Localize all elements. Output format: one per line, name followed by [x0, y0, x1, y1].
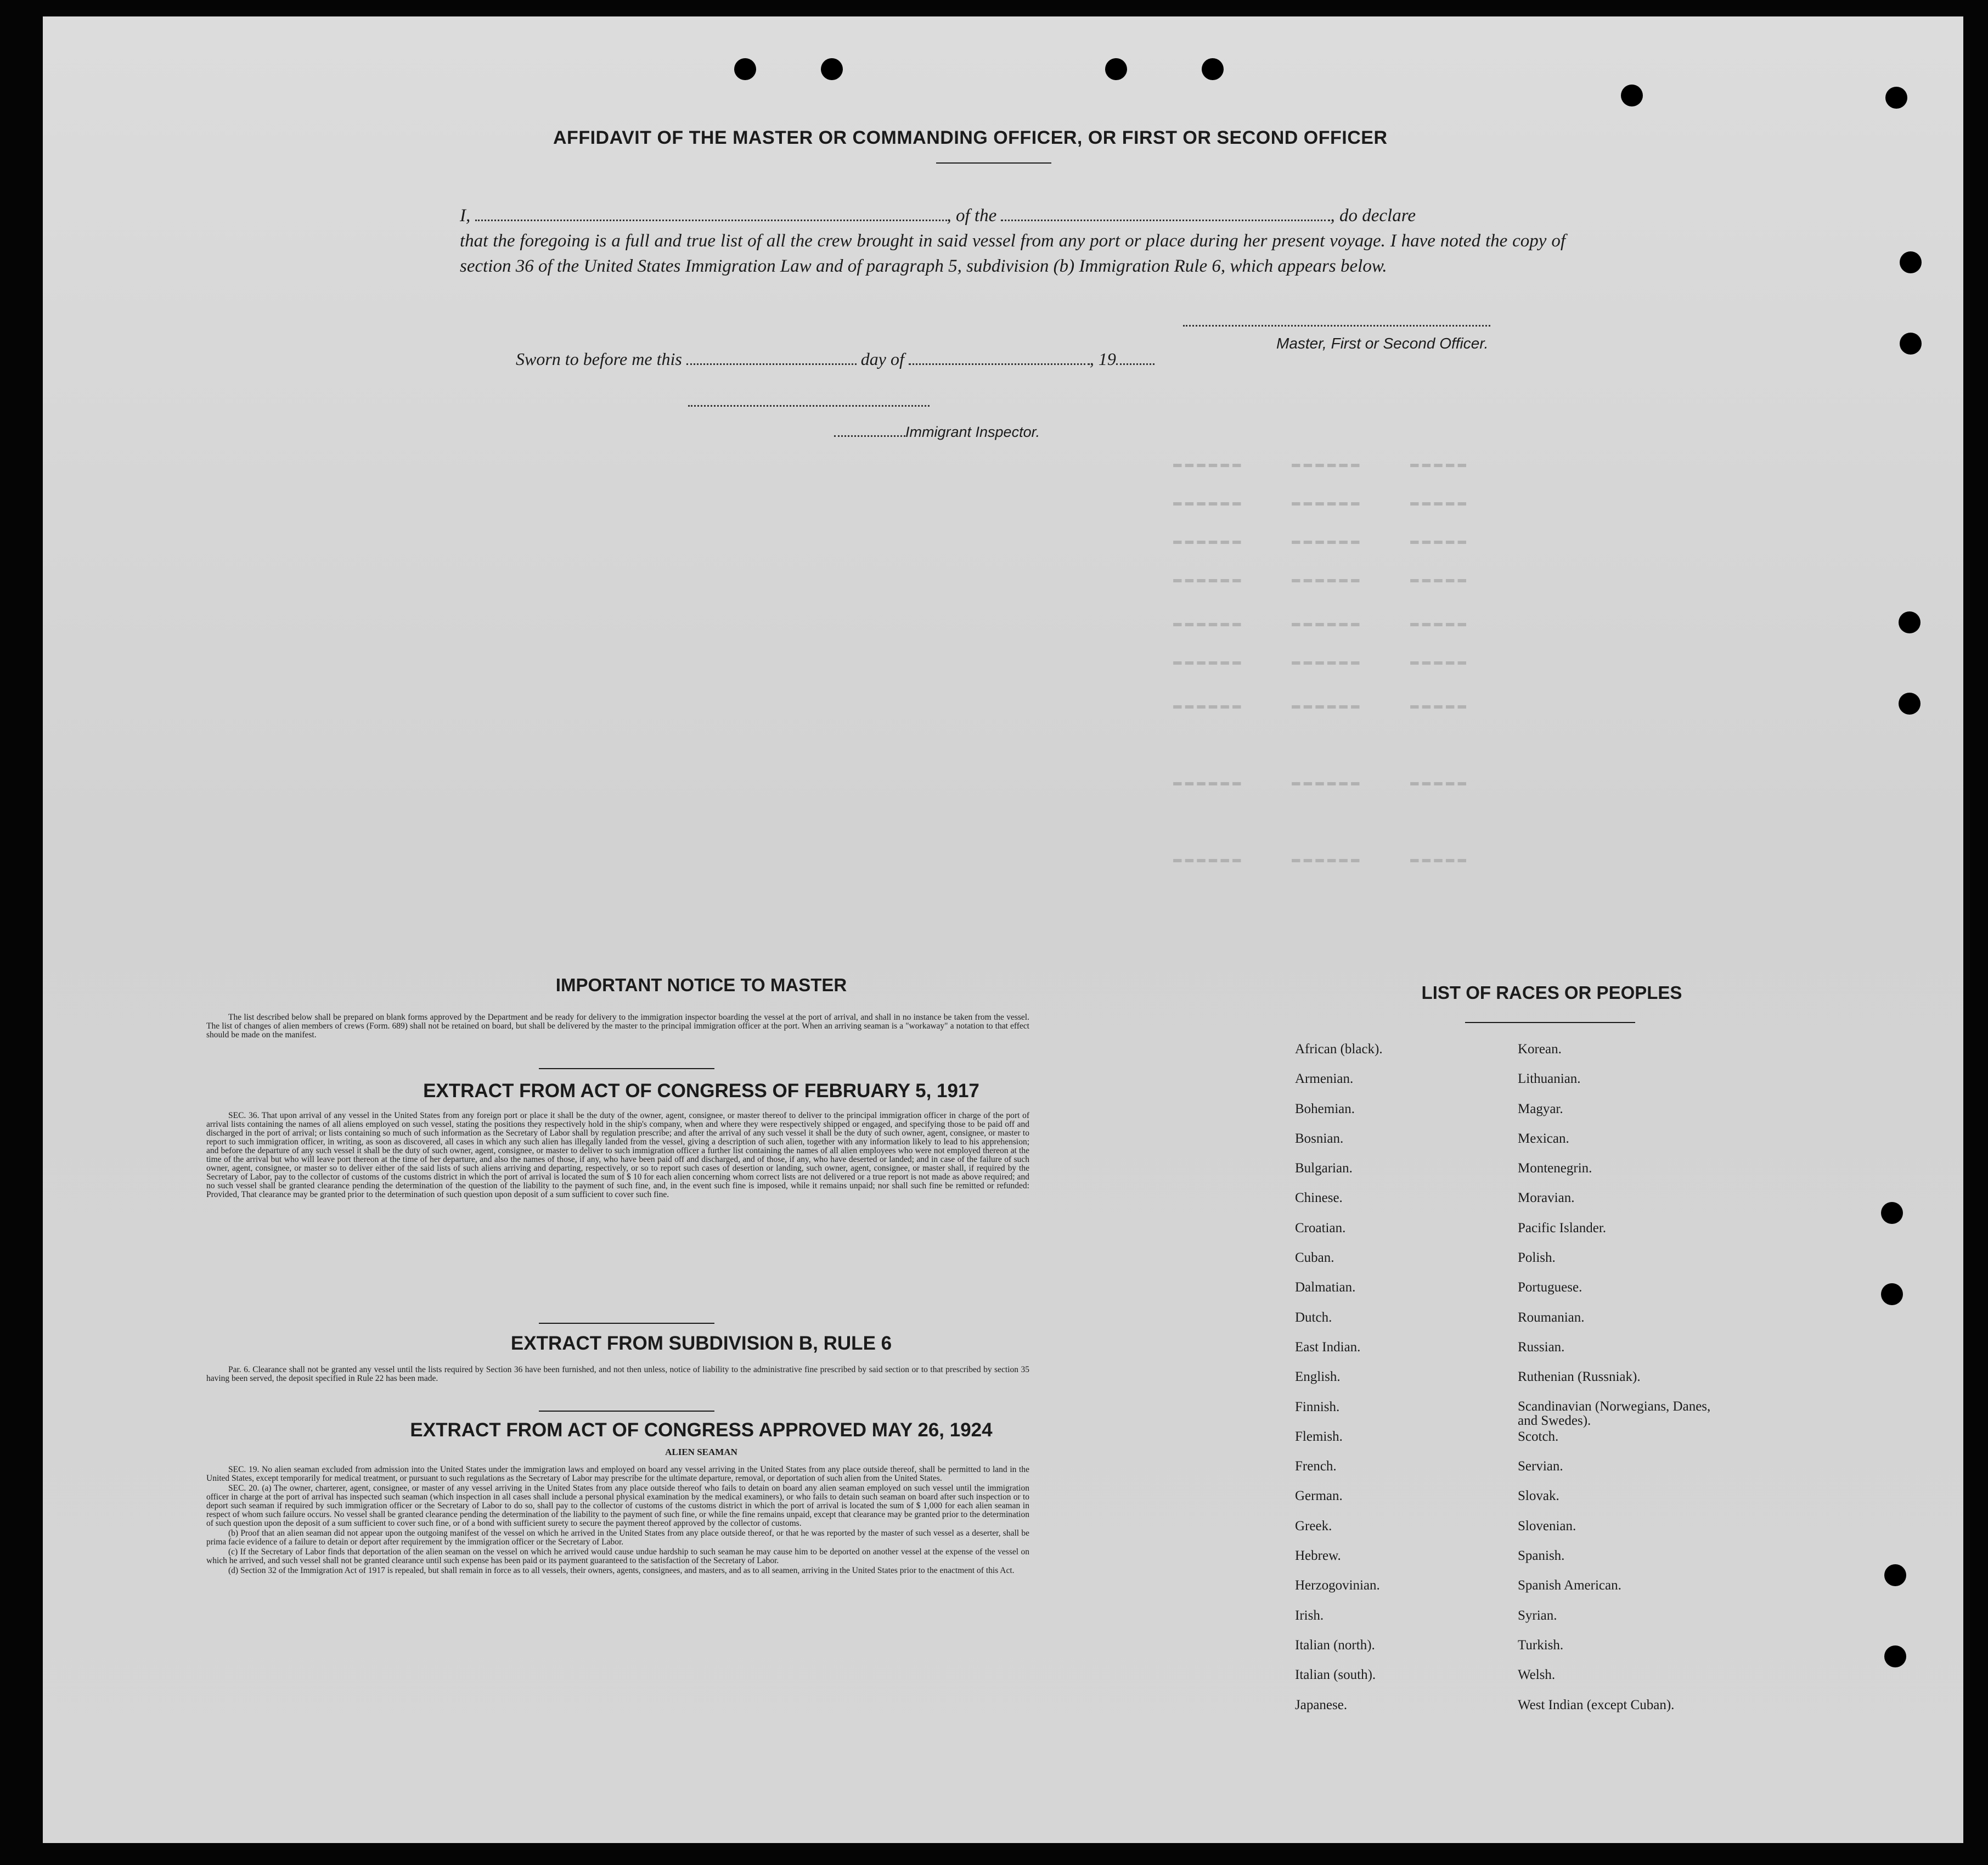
inspector-dots: [834, 435, 905, 437]
punch-hole: [1202, 58, 1224, 80]
affidavit-i: I,: [460, 206, 471, 226]
title-underline: [936, 162, 1051, 164]
punch-hole: [734, 58, 756, 80]
race-item: Bohemian.: [1295, 1101, 1355, 1116]
sworn-month-blank[interactable]: [909, 363, 1090, 365]
day-of-label: day of: [860, 349, 904, 369]
race-item: Turkish.: [1518, 1637, 1564, 1653]
extract-1924-title: EXTRACT FROM ACT OF CONGRESS APPROVED MAY 26, 1924: [410, 1419, 993, 1441]
master-signature-line[interactable]: [1183, 325, 1490, 327]
extract-1924-subtitle: ALIEN SEAMAN: [665, 1447, 737, 1457]
inspector-label-text: Immigrant Inspector.: [905, 424, 1040, 440]
race-item: West Indian (except Cuban).: [1518, 1697, 1675, 1712]
race-item: East Indian.: [1295, 1339, 1361, 1355]
affidavit-of-the: , of the: [947, 206, 997, 226]
punch-hole: [1900, 251, 1922, 273]
punch-hole: [821, 58, 843, 80]
divider: [539, 1323, 714, 1324]
race-item: Herzogovinian.: [1295, 1578, 1380, 1593]
race-item: French.: [1295, 1459, 1337, 1474]
bleed-through: ▬▬▬▬▬▬ ▬▬▬▬▬▬ ▬▬▬▬▬: [1173, 615, 1470, 631]
race-item: Servian.: [1518, 1459, 1563, 1474]
punch-hole: [1884, 1645, 1906, 1667]
sec20a-paragraph: SEC. 20. (a) The owner, charterer, agent, consignee, or master of any vessel arriving in the United States from any place outside thereof who fails to detain on board any alien seaman employed on such vessel until the immigration officer in charge at the port of arrival has inspected such seaman (which inspection in all cases shall include a personal physical examination by the medical examiners), or who fails to detain such seaman on board after such inspection or to deport such seaman if required by such immigration officer or the Secretary of Labor to do so, shall pay to the collector of customs of the customs district in which the port of arrival is located the sum of $ 1,000 for each alien seaman in respect of whom such failure occurs. No vessel shall be granted clearance pending the determination of the liability to the payment of such fine, or while the fine remains unpaid, except that clearance may be granted prior to the determination of such question upon the deposit of a sum sufficient to cover such fine, or of a bond with sufficient surety to secure the payment thereof approved by the collector of customs.: [206, 1484, 1029, 1528]
race-item: Lithuanian.: [1518, 1071, 1581, 1087]
race-item: Slovenian.: [1518, 1518, 1576, 1533]
inspector-signature-line[interactable]: [688, 405, 930, 407]
race-item: Magyar.: [1518, 1101, 1563, 1116]
race-item: Ruthenian (Russniak).: [1518, 1369, 1641, 1385]
sworn-line: [516, 349, 1154, 369]
race-item: Flemish.: [1295, 1429, 1343, 1444]
race-item: Mexican.: [1518, 1131, 1569, 1146]
punch-hole: [1899, 611, 1921, 633]
race-item: Bulgarian.: [1295, 1161, 1353, 1176]
punch-hole: [1884, 1564, 1906, 1586]
bleed-through: ▬▬▬▬▬▬ ▬▬▬▬▬▬ ▬▬▬▬▬: [1173, 774, 1470, 790]
race-item: Roumanian.: [1518, 1310, 1585, 1325]
master-signature-label: Master, First or Second Officer.: [1276, 335, 1489, 352]
affidavit-title: AFFIDAVIT OF THE MASTER OR COMMANDING OFFICER, OR FIRST OR SECOND OFFICER: [553, 127, 1388, 148]
sec20c-paragraph: (c) If the Secretary of Labor finds that deportation of the alien seaman on the vessel on which he arrived would cause undue hardship to such seaman he may cause him to be deported on another vessel at the expense of the vessel on which he arrived, and such vessel shall not be granted clearance until such expense has been paid or its payment guaranteed to the satisfaction of the Secretary of Labor.: [206, 1547, 1029, 1565]
race-item: African (black).: [1295, 1042, 1383, 1057]
race-item: Pacific Islander.: [1518, 1220, 1607, 1235]
race-item: English.: [1295, 1369, 1341, 1385]
race-item: Irish.: [1295, 1608, 1324, 1623]
document-page: [43, 16, 1963, 1843]
sec19-paragraph: SEC. 19. No alien seaman excluded from admission into the United States under the immigration laws and employed on board any vessel arriving in the United States from any place outside thereof, shall be permitted to land in the United States, except temporarily for medical treatment, or pursuant to such regulations as the Secretary of Labor may prescribe for the ultimate departure, removal, or deportation of such alien from the United States.: [206, 1465, 1029, 1483]
race-item: Chinese.: [1295, 1190, 1343, 1206]
sec20b-paragraph: (b) Proof that an alien seaman did not appear upon the outgoing manifest of the vessel on which he arrived in the United States from any place outside thereof, or that he was reported by the master of such vessel as a deserter, shall be prima facie evidence of a failure to detain or deport after requirement by the immigration officer or the Secretary of Labor.: [206, 1529, 1029, 1547]
race-item: Spanish American.: [1518, 1578, 1621, 1593]
bleed-through: ▬▬▬▬▬▬ ▬▬▬▬▬▬ ▬▬▬▬▬: [1173, 851, 1470, 867]
notice-paragraph: The list described below shall be prepared on blank forms approved by the Department and be ready for delivery to the immigration inspector boarding the vessel at the port of arrival, and shall in no instance be taken from the vessel. The list of changes of alien members of crews (Form. 689) shall not be retained on board, but shall be delivered by the master to the principal immigration officer at the port. When an arriving seaman is a "workaway" a notation to that effect should be made on the manifest.: [206, 1013, 1029, 1040]
bleed-through: ▬▬▬▬▬▬ ▬▬▬▬▬▬ ▬▬▬▬▬: [1173, 697, 1470, 714]
sworn-year-blank[interactable]: [1116, 363, 1154, 365]
bleed-through: ▬▬▬▬▬▬ ▬▬▬▬▬▬ ▬▬▬▬▬: [1173, 456, 1470, 472]
affidavit-text: [460, 203, 1565, 279]
punch-hole: [1900, 333, 1922, 355]
race-item: Hebrew.: [1295, 1548, 1341, 1564]
extract-1917-text: [206, 1111, 1029, 1200]
sworn-day-blank[interactable]: [686, 363, 857, 365]
race-item: Finnish.: [1295, 1399, 1340, 1414]
bleed-through: ▬▬▬▬▬▬ ▬▬▬▬▬▬ ▬▬▬▬▬: [1173, 494, 1470, 510]
races-underline: [1465, 1022, 1635, 1023]
races-left-column: [1295, 1042, 1503, 1727]
affidavit-do-declare: , do declare: [1330, 206, 1416, 226]
sec20d-paragraph: (d) Section 32 of the Immigration Act of 1917 is repealed, but shall remain in force as to all vessels, their owners, agents, consignees, and masters, and as to all seamen, arriving in the United States prior to the enactment of this Act.: [228, 1566, 1015, 1575]
extract-rule6-title: EXTRACT FROM SUBDIVISION B, RULE 6: [510, 1333, 892, 1354]
race-item: Polish.: [1518, 1250, 1556, 1266]
race-item: Scotch.: [1518, 1429, 1559, 1444]
punch-hole: [1881, 1283, 1903, 1305]
race-item: Dalmatian.: [1295, 1280, 1356, 1295]
inspector-label: [834, 424, 1040, 441]
notice-title: IMPORTANT NOTICE TO MASTER: [555, 975, 847, 995]
race-item: Spanish.: [1518, 1548, 1565, 1564]
race-item: Russian.: [1518, 1339, 1565, 1355]
race-item: Welsh.: [1518, 1667, 1556, 1683]
sworn-label: Sworn to before me this: [516, 349, 682, 369]
extract-1924-text: [206, 1465, 1029, 1576]
notice-text: [206, 1013, 1029, 1041]
race-item: Portuguese.: [1518, 1280, 1582, 1295]
extract-1917-title: EXTRACT FROM ACT OF CONGRESS OF FEBRUARY 5, 1917: [423, 1080, 979, 1102]
extract-rule6-text: [206, 1366, 1029, 1384]
year-label: , 19: [1089, 349, 1116, 369]
race-item: Korean.: [1518, 1042, 1562, 1057]
race-item: Armenian.: [1295, 1071, 1354, 1087]
race-item: Italian (south).: [1295, 1667, 1376, 1683]
bleed-through: ▬▬▬▬▬▬ ▬▬▬▬▬▬ ▬▬▬▬▬: [1173, 532, 1470, 549]
race-item: Japanese.: [1295, 1697, 1348, 1712]
vessel-blank[interactable]: [1001, 220, 1330, 221]
race-item: Syrian.: [1518, 1608, 1557, 1623]
races-title: LIST OF RACES OR PEOPLES: [1421, 982, 1682, 1003]
race-item: Moravian.: [1518, 1190, 1575, 1206]
race-item: Montenegrin.: [1518, 1161, 1592, 1176]
affidavit-body: that the foregoing is a full and true list of all the crew brought in said vessel from any port or place during her present voyage. I have noted the copy of section 36 of the United States Immigration Law and of paragraph 5, subdivision (b) Immigration Rule 6, which appears below.: [460, 231, 1565, 276]
race-item: Dutch.: [1295, 1310, 1332, 1325]
par6-paragraph: Par. 6. Clearance shall not be granted any vessel until the lists required by Section 36 have been furnished, and not then unless, notice of liability to the administrative fine prescribed by said section or to that prescribed by section 35 having been served, the deposit specified in Rule 22 has been made.: [206, 1365, 1029, 1383]
punch-hole: [1881, 1202, 1903, 1224]
races-right-column: [1518, 1042, 1748, 1727]
race-item: Italian (north).: [1295, 1637, 1375, 1653]
bleed-through: ▬▬▬▬▬▬ ▬▬▬▬▬▬ ▬▬▬▬▬: [1173, 571, 1470, 587]
race-item: German.: [1295, 1488, 1343, 1504]
race-item: Cuban.: [1295, 1250, 1334, 1266]
race-item: Slovak.: [1518, 1488, 1559, 1504]
divider: [539, 1068, 714, 1069]
race-item: Croatian.: [1295, 1220, 1346, 1235]
name-blank[interactable]: [475, 220, 947, 221]
punch-hole: [1621, 85, 1643, 106]
sec36-paragraph: SEC. 36. That upon arrival of any vessel in the United States from any foreign port or place it shall be the duty of the owner, agent, consignee, or master thereof to deliver to the principal immigration officer in charge of the port of arrival lists containing the names of all aliens employed on such vessel, stating the positions they respectively hold in the ship's company, when and where they were respectively shipped or engaged, and specifying those to be paid off and discharged in the port of arrival; or lists containing so much of such information as the Secretary of Labor shall by regulation prescribe; and after the arrival of any such vessel it shall be the duty of such owner, agent, consignee, or master to report to such immigration officer, in writing, as soon as discovered, all cases in which any such alien has illegally landed from the vessel, giving a description of such alien, together with any information likely to lead to his apprehension; and before the departure of any such vessel it shall be the duty of such owner, agent, consignee, or master to deliver to such immigration officer a further list containing the names of all alien employees who were not employed thereon at the time of the arrival but who will leave port thereon at the time of her departure, and also the names of those, if any, who have been paid off and discharged, and of those, if any, who have deserted or landed; and in case of the failure of such owner, agent, consignee, or master so to deliver either of the said lists of such aliens arriving and departing, respectively, or so to report such cases of desertion or landing, such owner, agent, consignee, or master shall, if required by the Secretary of Labor, pay to the collector of customs of the customs district in which the port of arrival is located the sum of $ 10 for each alien concerning whom correct lists are not delivered or a true report is not made as above required; and no such vessel shall be granted clearance pending the determination of the question of the liability to the payment of such fine, and, in the event such fine is imposed, while it remains unpaid; nor shall such fine be remitted or refunded: Provided, That clearance may be granted prior to the determination of such question upon deposit of a sum sufficient to cover such fine.: [206, 1111, 1029, 1199]
race-item: Greek.: [1295, 1518, 1332, 1533]
race-item: Bosnian.: [1295, 1131, 1344, 1146]
punch-hole: [1899, 693, 1921, 715]
divider: [539, 1411, 714, 1412]
bleed-through: ▬▬▬▬▬▬ ▬▬▬▬▬▬ ▬▬▬▬▬: [1173, 653, 1470, 670]
punch-hole: [1105, 58, 1127, 80]
race-item: Scandinavian (Norwegians, Danes, and Swedes).: [1518, 1398, 1711, 1428]
punch-hole: [1885, 87, 1907, 109]
